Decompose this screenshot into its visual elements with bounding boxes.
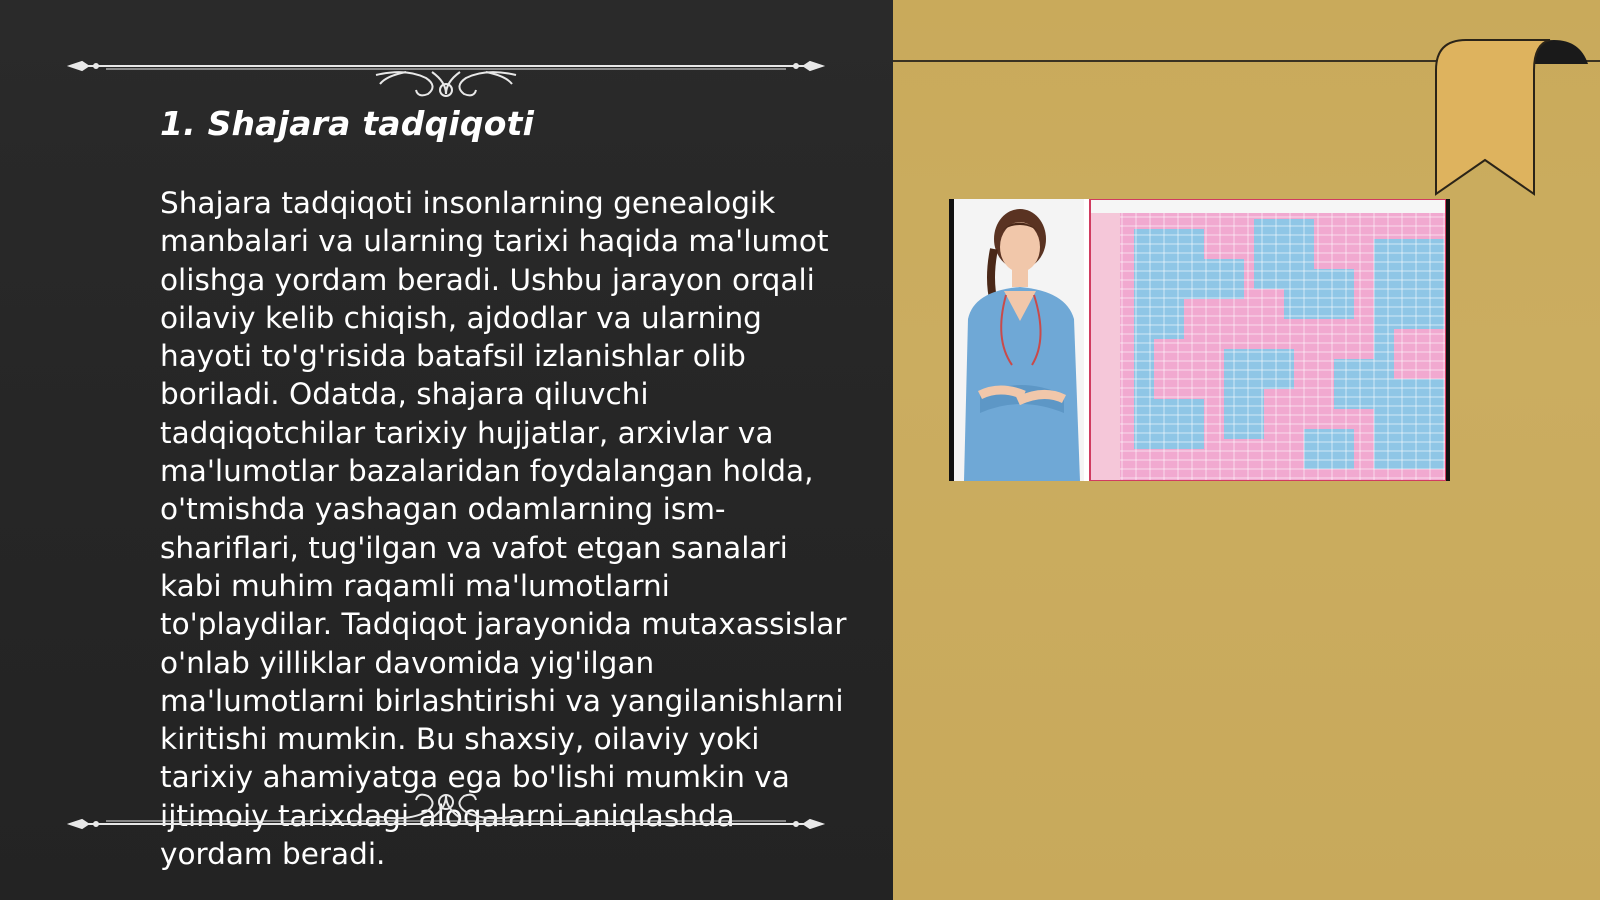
scroll-divider-top-icon [66,42,826,102]
slide-title: 1. Shajara tadqiqoti [160,104,535,143]
nurse-chart-illustration [954,199,1446,481]
nurse-chart-image [949,199,1450,481]
scroll-divider-bottom-icon [66,778,826,838]
slide-body-text: Shajara tadqiqoti insonlarning genealogik manbalari va ularning tarixi haqida ma'lumot olishga yordam beradi. Ushbu jarayon orqali oilaviy kelib chiqish, ajdodlar va ularning hayoti to'g'risida batafsil izlanishlar olib boriladi. Odatda, shajara qiluvchi tadqiqotchilar tarixiy hujjatlar, arxivlar va ma'lumotlar bazalaridan foydalangan holda, o'tmishda yashagan odamlarning ism-shariflari, tug'ilgan va vafot etgan sanalari kabi muhim raqamli ma'lumotlarni to'playdilar. Tadqiqot jarayonida mutaxassislar o'nlab yilliklar davomida yig'ilgan ma'lumotlarni birlashtirishi va yangilanishlarni kiritishi mumkin. Bu shaxsiy, oilaviy yoki tarixiy ahamiyatga ega bo'lishi mumkin va ijtimoiy tarixdagi aloqalarni aniqlashda yordam beradi. [160,186,847,872]
bookmark-ribbon-icon [1430,34,1600,204]
